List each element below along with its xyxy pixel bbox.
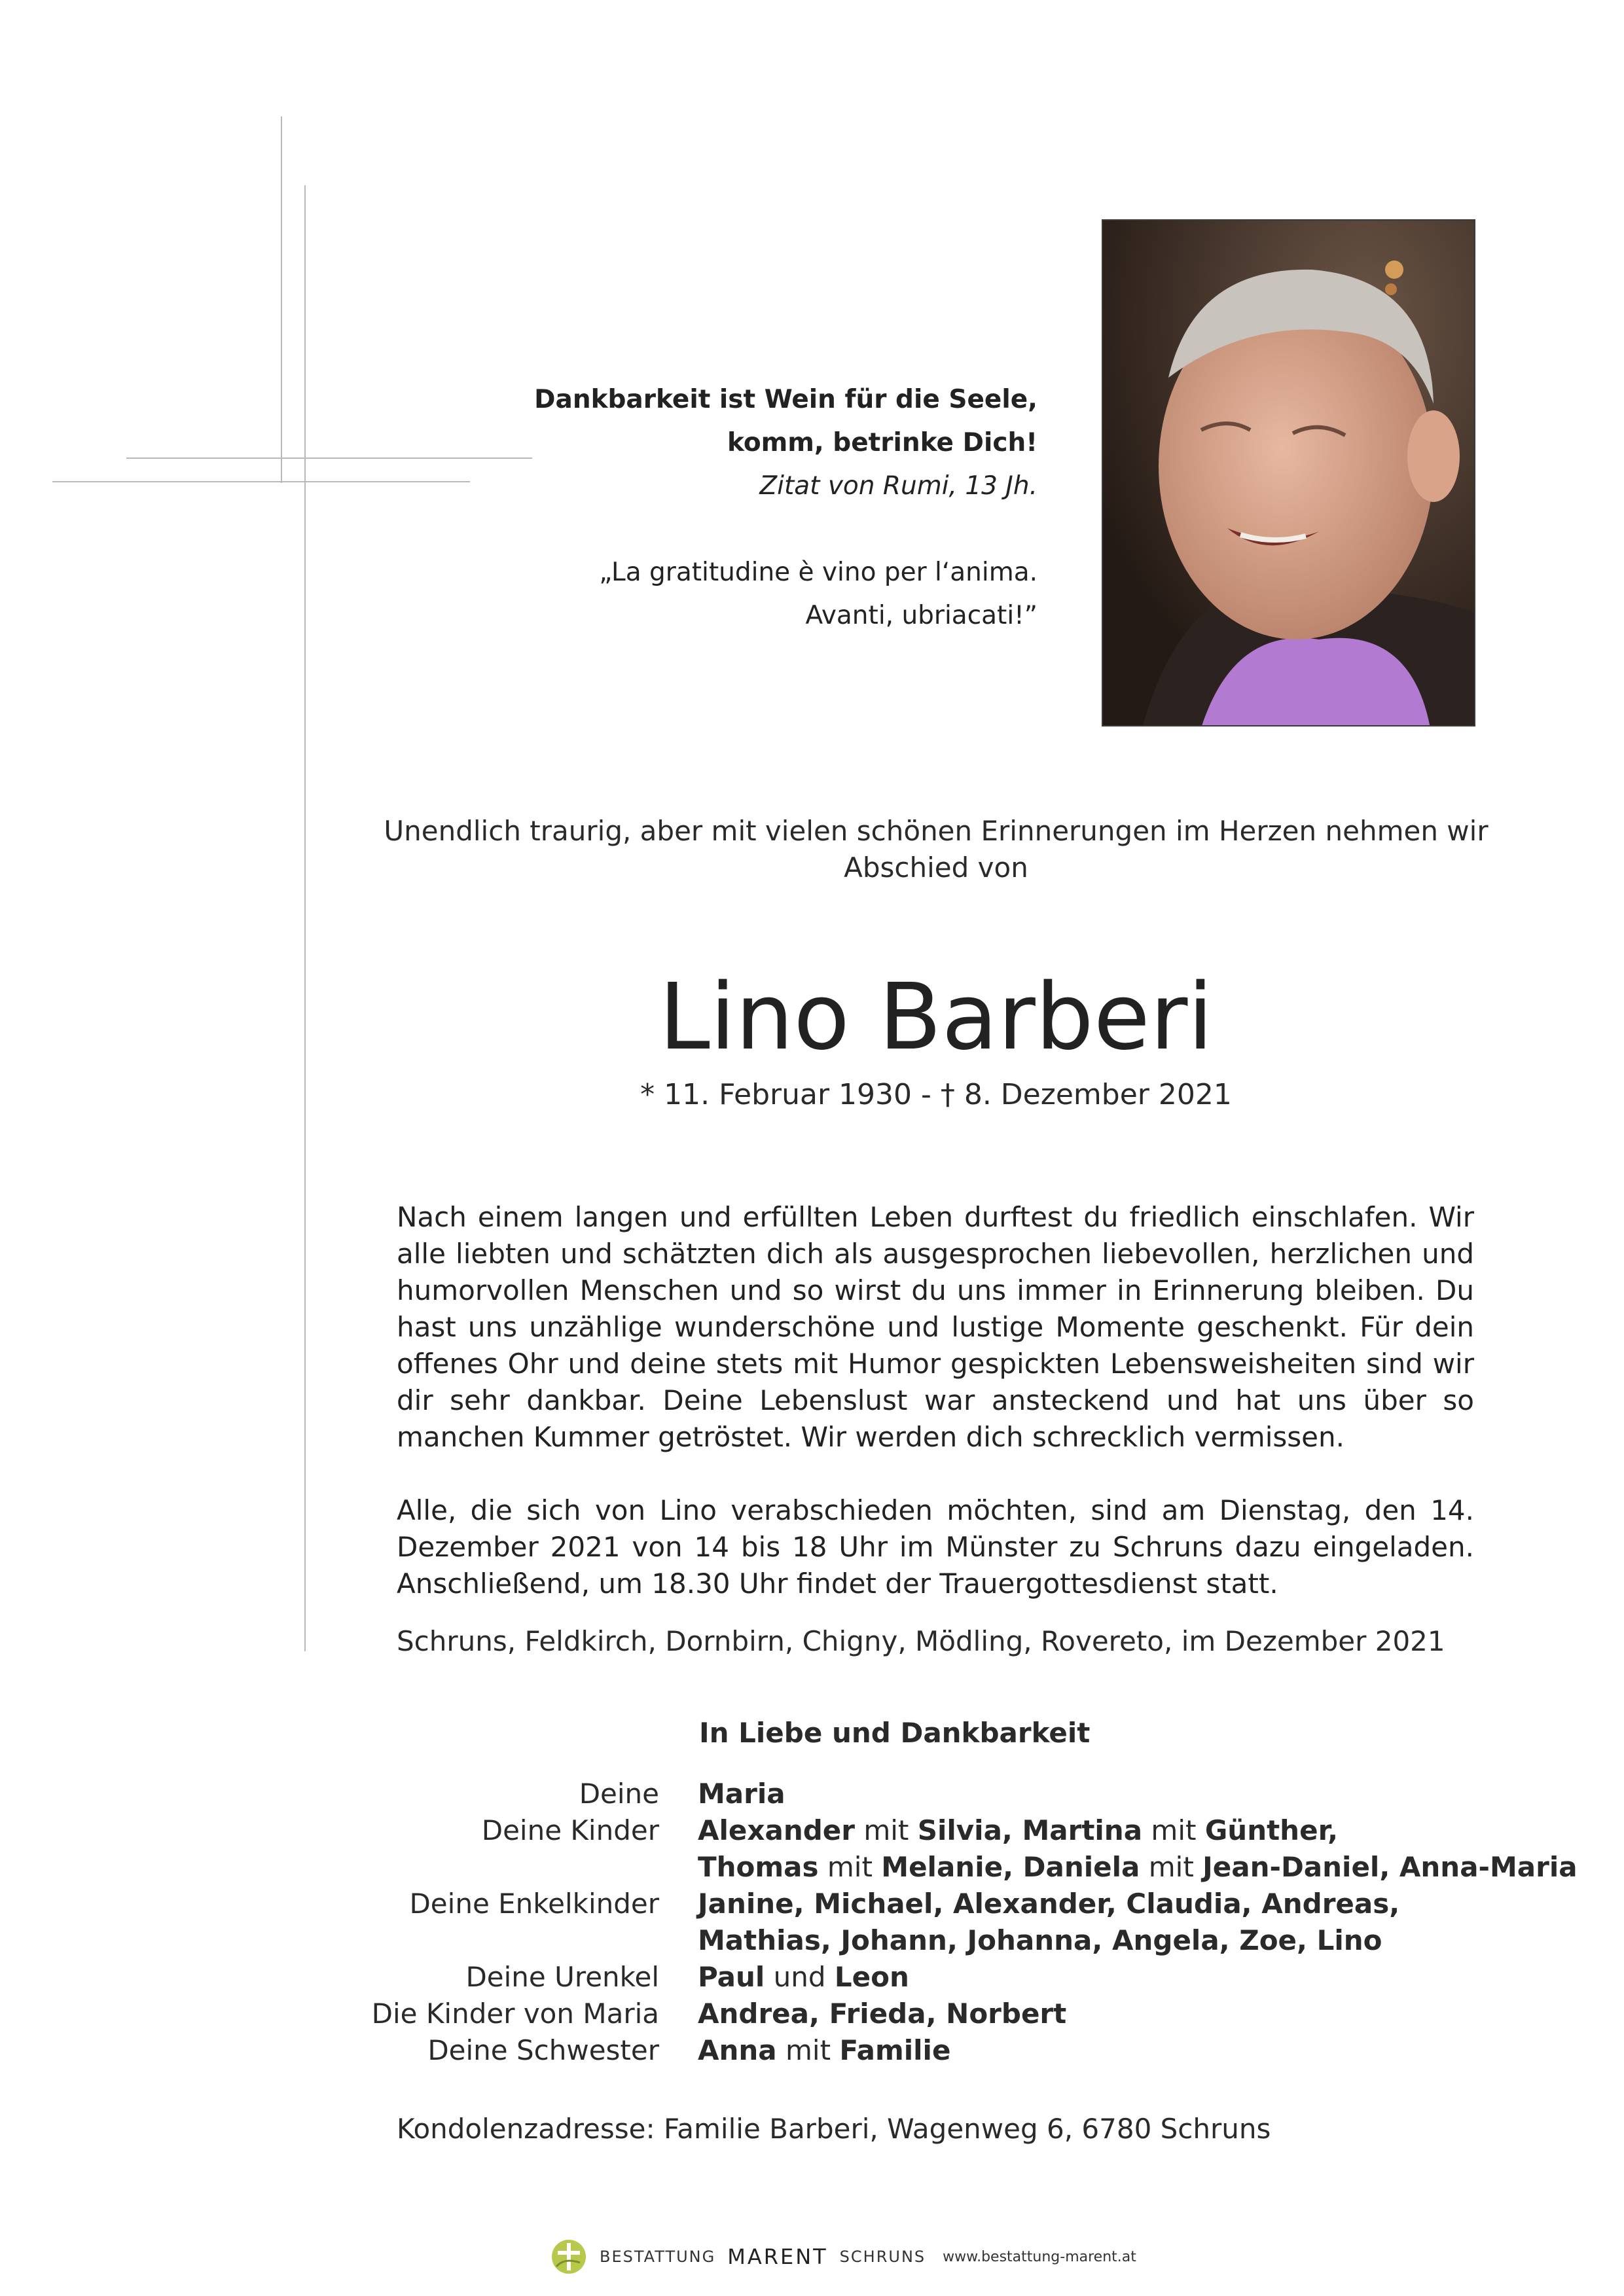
quote-block — [534, 378, 1038, 637]
funeral-home-logo-icon — [550, 2238, 588, 2276]
relative-name: Familie — [839, 2034, 951, 2066]
relative-label-sister: Deine Schwester — [427, 2034, 659, 2066]
connector-text: und — [765, 1961, 835, 1993]
relative-value-grandchildren-1 — [698, 1886, 1399, 1922]
relative-name: Janine, Michael, Alexander, Claudia, Andreas, — [698, 1888, 1400, 1920]
relative-name: Mathias, Johann, Johanna, Angela, Zoe, Lino — [698, 1924, 1382, 1956]
relative-label-grandchildren: Deine Enkelkinder — [409, 1888, 659, 1920]
relative-value-children-1 — [698, 1812, 1338, 1849]
connector-text: mit — [1140, 1851, 1203, 1883]
relative-name: Jean-Daniel, Anna-Maria — [1202, 1851, 1578, 1883]
relative-value-children-2 — [698, 1849, 1578, 1886]
relative-label-greatgrandchildren: Deine Urenkel — [465, 1961, 659, 1993]
paragraph-service-info: Alle, die sich von Lino verabschieden möchten, sind am Dienstag, den 14. Dezember 2021 von 14 bis 18 Uhr im Münster zu Schruns dazu eingeladen. Anschließend, um 18.30 Uhr findet der Trauergottesdienst statt. — [397, 1494, 1474, 1600]
quote-line-1: Dankbarkeit ist Wein für die Seele, — [534, 385, 1038, 414]
condolence-address: Kondolenzadresse: Familie Barberi, Wagenweg 6, 6780 Schruns — [397, 2113, 1271, 2145]
relative-name: Thomas — [698, 1851, 819, 1883]
relative-name: Günther, — [1204, 1814, 1339, 1846]
connector-text: mit — [854, 1814, 918, 1846]
relative-name: Alexander — [698, 1814, 855, 1846]
relative-name: Anna — [698, 2034, 777, 2066]
places-date-line: Schruns, Feldkirch, Dornbirn, Chigny, Mödling, Rovereto, im Dezember 2021 — [397, 1625, 1445, 1657]
connector-text: mit — [776, 2034, 840, 2066]
cross-horizontal-top — [126, 457, 532, 459]
connector-text: mit — [818, 1851, 882, 1883]
intro-line-1: Unendlich traurig, aber mit vielen schönen Erinnerungen im Herzen nehmen wir — [384, 815, 1489, 847]
quote-line-2: komm, betrinke Dich! — [727, 428, 1038, 457]
footer-website-link[interactable]: www.bestattung-marent.at — [943, 2248, 1136, 2265]
footer-brand-marent: MARENT — [727, 2244, 828, 2269]
relative-value-maria-children — [698, 1996, 1066, 2032]
relative-name: Silvia, Martina — [917, 1814, 1143, 1846]
deceased-name: Lino Barberi — [659, 964, 1214, 1071]
relative-name: Paul — [698, 1961, 765, 1993]
relative-label-wife: Deine — [579, 1778, 659, 1810]
quote-attribution: Zitat von Rumi, 13 Jh. — [759, 471, 1038, 501]
portrait-photo — [1102, 219, 1475, 726]
relative-name: Melanie, Daniela — [881, 1851, 1140, 1883]
relative-name: Leon — [834, 1961, 909, 1993]
relative-value-greatgrandchildren — [698, 1959, 909, 1996]
life-dates: * 11. Februar 1930 - † 8. Dezember 2021 — [640, 1078, 1232, 1111]
closing-line: In Liebe und Dankbarkeit — [699, 1717, 1091, 1749]
quote-italian-line-2: Avanti, ubriacati!” — [805, 601, 1038, 630]
relative-value-sister — [698, 2032, 950, 2069]
relative-name: Andrea, Frieda, Norbert — [698, 1998, 1067, 2030]
cross-vertical-right — [304, 185, 306, 1651]
relative-value-wife — [698, 1776, 785, 1812]
relative-label-children: Deine Kinder — [481, 1814, 659, 1846]
intro-line-2: Abschied von — [844, 852, 1028, 884]
cross-horizontal-bottom — [52, 481, 470, 482]
paragraph-remembrance: Nach einem langen und erfüllten Leben durftest du friedlich einschlafen. Wir alle liebten und schätzten dich als ausgesprochen liebevollen, herzlichen und humorvollen Menschen und so wirst du uns immer in Erinnerung bleiben. Du hast uns unzählige wunderschöne und lustige Momente geschenkt. Für dein offenes Ohr und deine stets mit Humor gespickten Lebensweisheiten sind wir dir sehr dankbar. Deine Lebenslust war ansteckend und hat uns über so manchen Kummer getröstet. Wir werden dich schrecklich vermissen. — [397, 1201, 1474, 1453]
cross-vertical-left — [281, 117, 282, 483]
relative-name: Maria — [698, 1778, 785, 1810]
connector-text: mit — [1142, 1814, 1205, 1846]
footer-brand-bestattung: BESTATTUNG — [600, 2248, 716, 2266]
funeral-home-footer — [550, 2237, 1136, 2276]
relative-value-grandchildren-2 — [698, 1922, 1382, 1959]
intro-text — [367, 813, 1506, 886]
relative-label-maria-children: Die Kinder von Maria — [371, 1998, 659, 2030]
footer-brand-schruns: SCHRUNS — [839, 2248, 926, 2266]
quote-italian-line-1: „La gratitudine è vino per l‘anima. — [599, 558, 1038, 587]
